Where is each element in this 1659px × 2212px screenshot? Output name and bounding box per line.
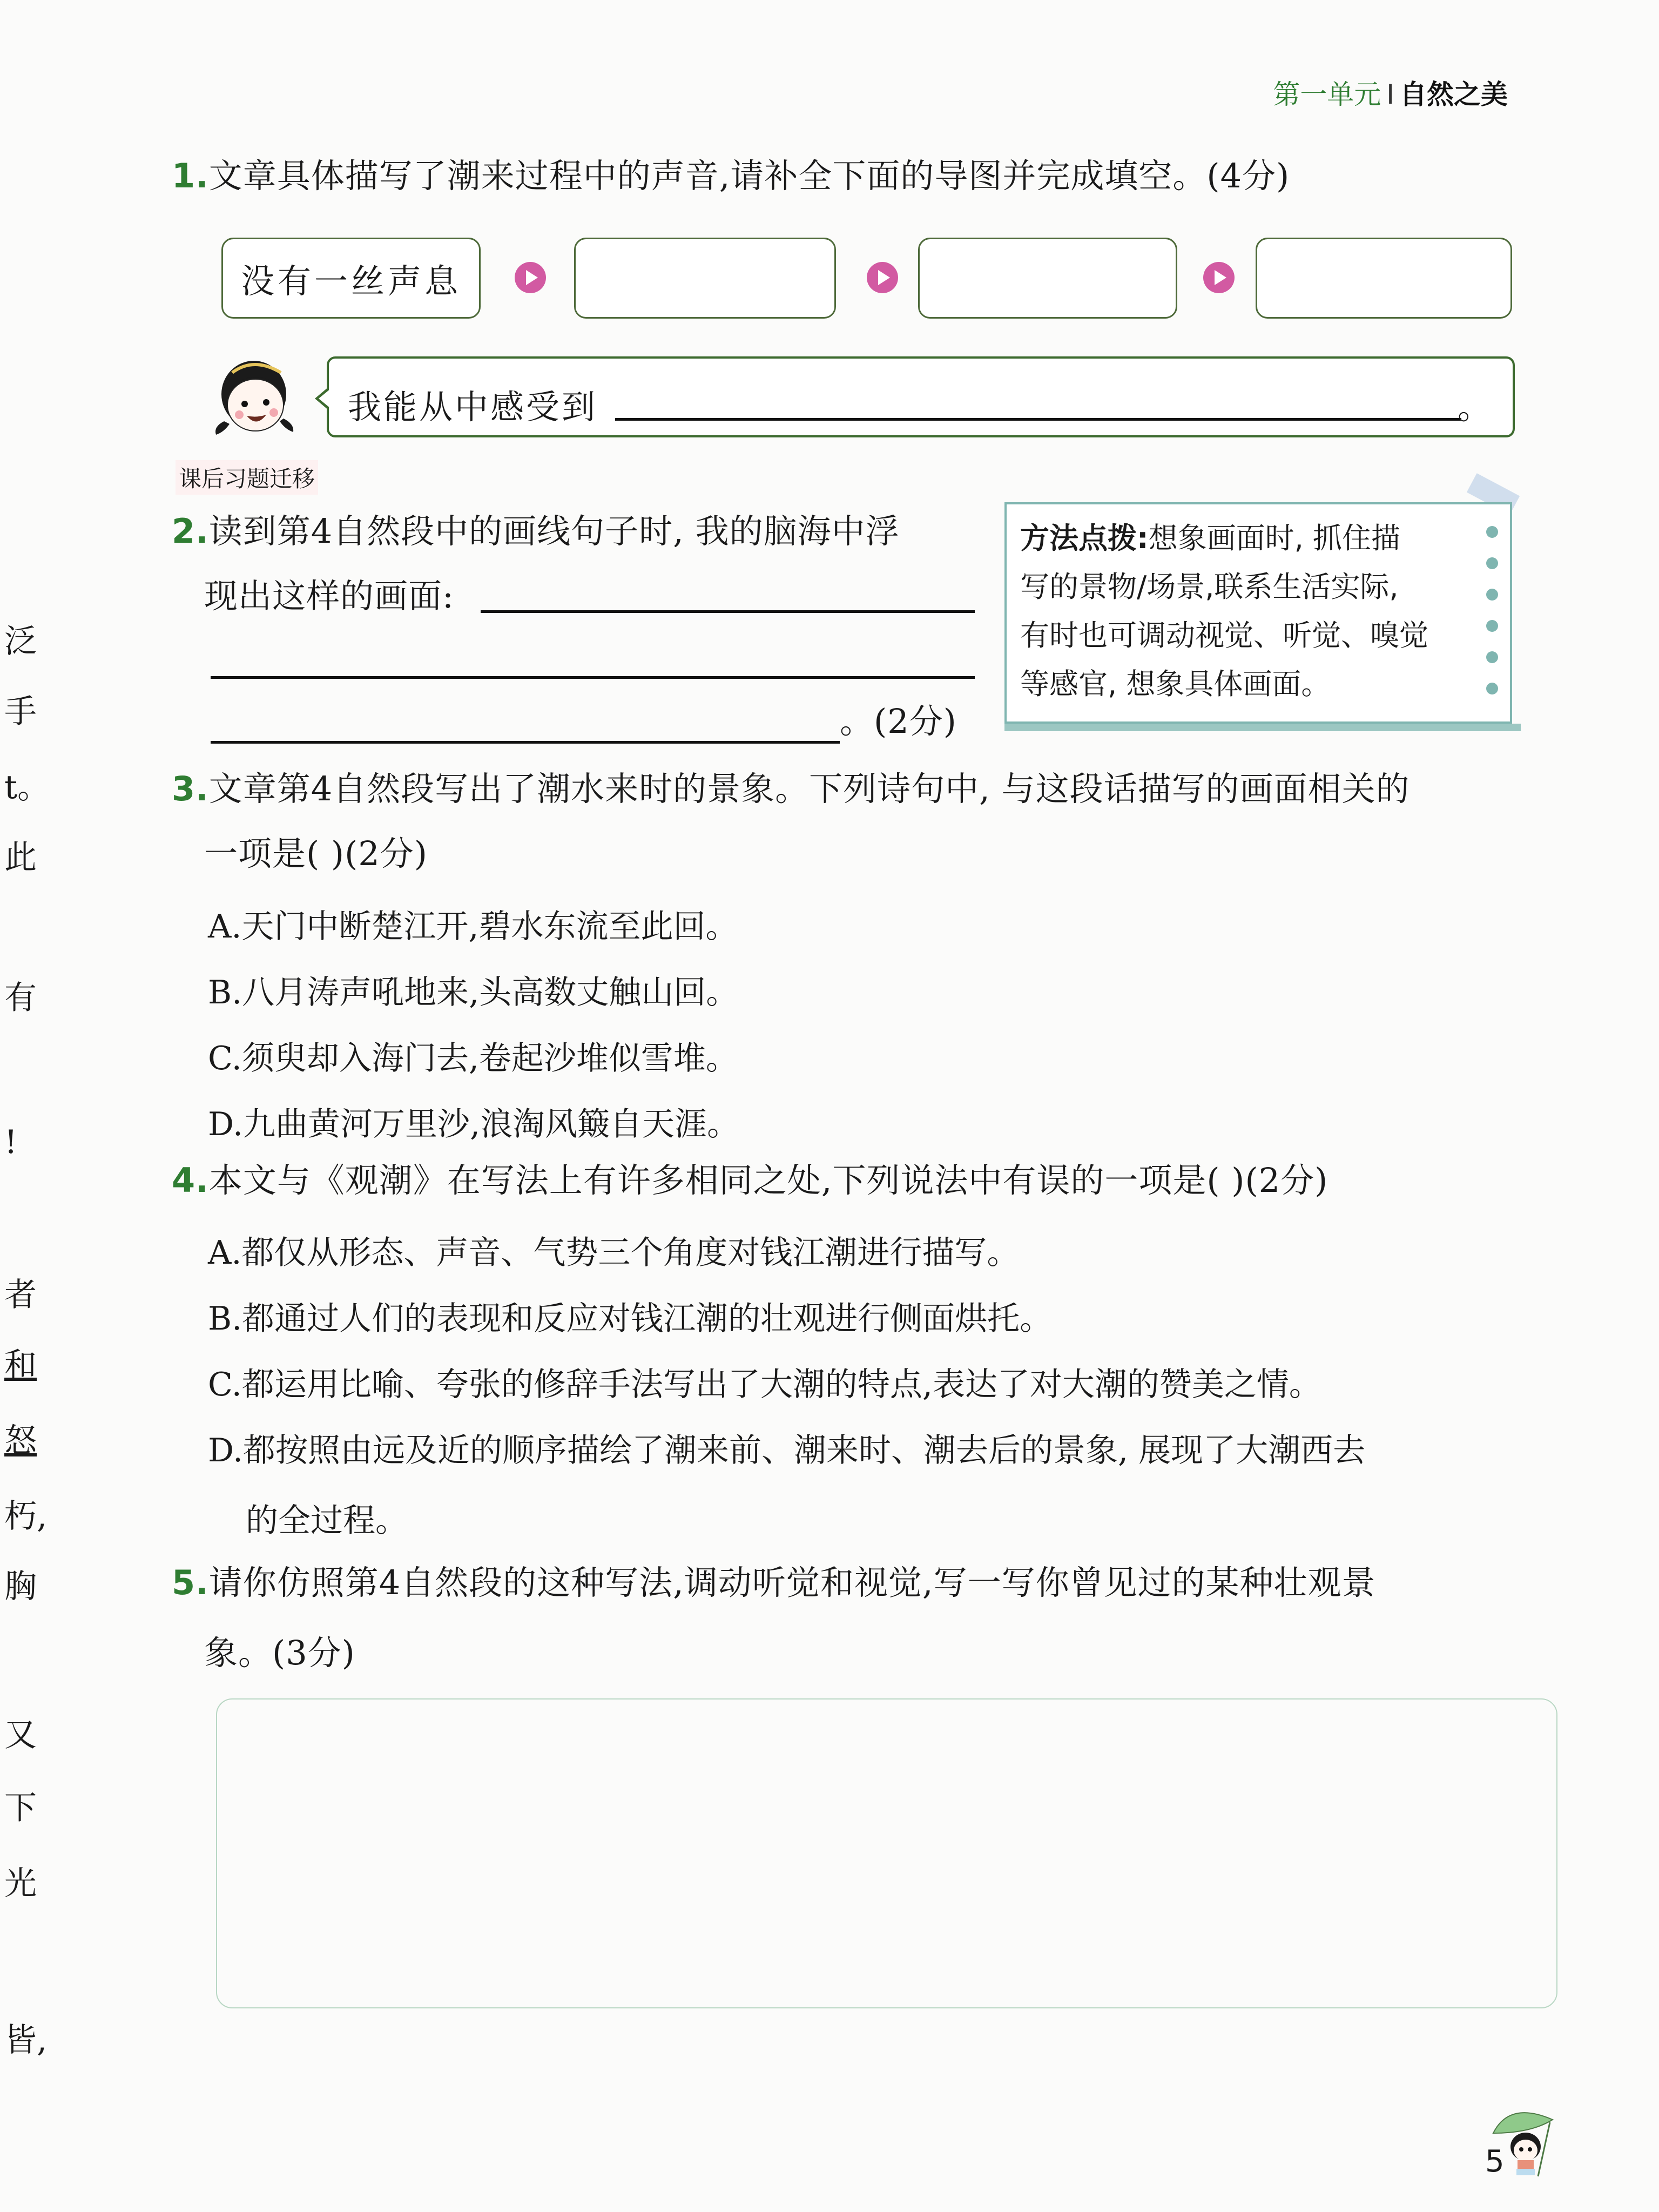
arrow-right-icon: [867, 262, 898, 293]
option-c[interactable]: C.都运用比喻、夸张的修辞手法写出了大潮的特点,表达了对大潮的赞美之情。: [208, 1366, 1321, 1404]
question-number: 1.: [172, 156, 209, 195]
flow-box-3-input[interactable]: [918, 238, 1177, 319]
flow-box-4-input[interactable]: [1256, 238, 1512, 319]
feeling-speech-bubble: [327, 356, 1515, 437]
margin-char: 朽,: [4, 1498, 48, 1535]
option-d-continued: 的全过程。: [246, 1502, 408, 1540]
option-b[interactable]: B.八月涛声吼地来,头高数丈触山回。: [208, 974, 739, 1011]
question-1: [172, 157, 1290, 195]
bubble-label: 我能从中感受到: [348, 387, 598, 427]
margin-char: 泛: [4, 623, 37, 660]
question-number: 4.: [172, 1161, 209, 1200]
margin-char: 和: [4, 1346, 37, 1384]
bubble-period: 。: [1457, 387, 1491, 427]
tip-line: 等感官, 想象具体画面。: [1020, 667, 1331, 701]
girl-with-leaf-icon: [1491, 2101, 1561, 2182]
option-b[interactable]: B.都通过人们的表现和反应对钱江潮的壮观进行侧面烘托。: [208, 1300, 1053, 1338]
margin-char: 者: [4, 1276, 37, 1314]
margin-char: !: [4, 1123, 18, 1161]
unit-header: [1273, 73, 1508, 112]
question-2-line-2: 现出这样的画面:: [204, 576, 454, 616]
question-3-line-1: [172, 770, 1410, 808]
tip-title: 方法点拨:: [1020, 521, 1149, 555]
answer-line-2[interactable]: [211, 676, 975, 679]
question-4: [172, 1161, 1328, 1199]
question-text: 文章第4自然段写出了潮水来时的景象。下列诗句中, 与这段话描写的画面相关的: [208, 769, 1410, 808]
margin-char: t。: [4, 768, 50, 806]
question-2-score: 。(2分): [840, 702, 957, 741]
answer-line-3[interactable]: [211, 741, 840, 744]
flow-box-text: 没有一丝声息: [240, 261, 461, 301]
question-text: 请你仿照第4自然段的这种写法,调动听觉和视觉,写一写你曾见过的某种壮观景: [208, 1563, 1376, 1602]
margin-char: 又: [4, 1716, 37, 1754]
arrow-right-icon: [1203, 262, 1235, 293]
unit-label: 第一单元: [1273, 79, 1381, 110]
page-number: 5: [1485, 2144, 1505, 2179]
question-5-line-2: 象。(3分): [204, 1633, 355, 1673]
unit-theme: 自然之美: [1400, 79, 1508, 110]
question-number: 3.: [172, 769, 209, 808]
writing-answer-box[interactable]: [216, 1698, 1557, 2008]
question-5-line-1: [172, 1563, 1376, 1602]
margin-char: 怒: [4, 1422, 37, 1460]
answer-line-1[interactable]: [481, 610, 975, 613]
option-d[interactable]: D.九曲黄河万里沙,浪淘风簸自天涯。: [208, 1105, 740, 1143]
header-separator: I: [1386, 79, 1394, 110]
question-2-line-1: [172, 512, 900, 550]
question-text: 读到第4自然段中的画线句子时, 我的脑海中浮: [208, 511, 900, 551]
margin-char: 手: [4, 693, 37, 731]
option-d[interactable]: D.都按照由远及近的顺序描绘了潮来前、潮来时、潮去后的景象, 展现了大潮西去: [208, 1432, 1366, 1469]
girl-avatar-icon: [208, 351, 300, 437]
option-a[interactable]: A.都仅从形态、声音、气势三个角度对钱江潮进行描写。: [208, 1234, 1020, 1272]
margin-char: 胸: [4, 1568, 37, 1606]
margin-char: 有: [4, 979, 37, 1017]
option-a[interactable]: A.天门中断楚江开,碧水东流至此回。: [208, 908, 738, 946]
tip-text: [1020, 514, 1472, 709]
margin-char: 下: [4, 1789, 37, 1827]
flow-box-2-input[interactable]: [574, 238, 836, 319]
option-c[interactable]: C.须臾却入海门去,卷起沙堆似雪堆。: [208, 1040, 738, 1077]
margin-char: 光: [4, 1865, 37, 1903]
margin-char: 此: [4, 839, 37, 876]
binder-dots-icon: [1486, 526, 1500, 714]
question-3-line-2: 一项是( )(2分): [204, 834, 428, 873]
tip-line: 有时也可调动视觉、听觉、嗅觉: [1020, 618, 1428, 652]
question-number: 5.: [172, 1563, 209, 1602]
question-text: 本文与《观潮》在写法上有许多相同之处,下列说法中有误的一项是( )(2分): [208, 1161, 1328, 1200]
method-tip-box: [1004, 502, 1512, 724]
question-text: 文章具体描写了潮来过程中的声音,请补全下面的导图并完成填空。(4分): [208, 156, 1290, 195]
tip-line: 写的景物/场景,联系生活实际,: [1020, 570, 1399, 604]
feeling-answer-line[interactable]: [615, 418, 1461, 421]
section-tag: 课后习题迁移: [176, 460, 318, 495]
flow-box-1: [221, 238, 481, 319]
tip-line: 想象画面时, 抓住描: [1148, 521, 1400, 555]
margin-char: 皆,: [4, 2021, 48, 2059]
arrow-right-icon: [515, 262, 546, 293]
question-number: 2.: [172, 511, 209, 551]
